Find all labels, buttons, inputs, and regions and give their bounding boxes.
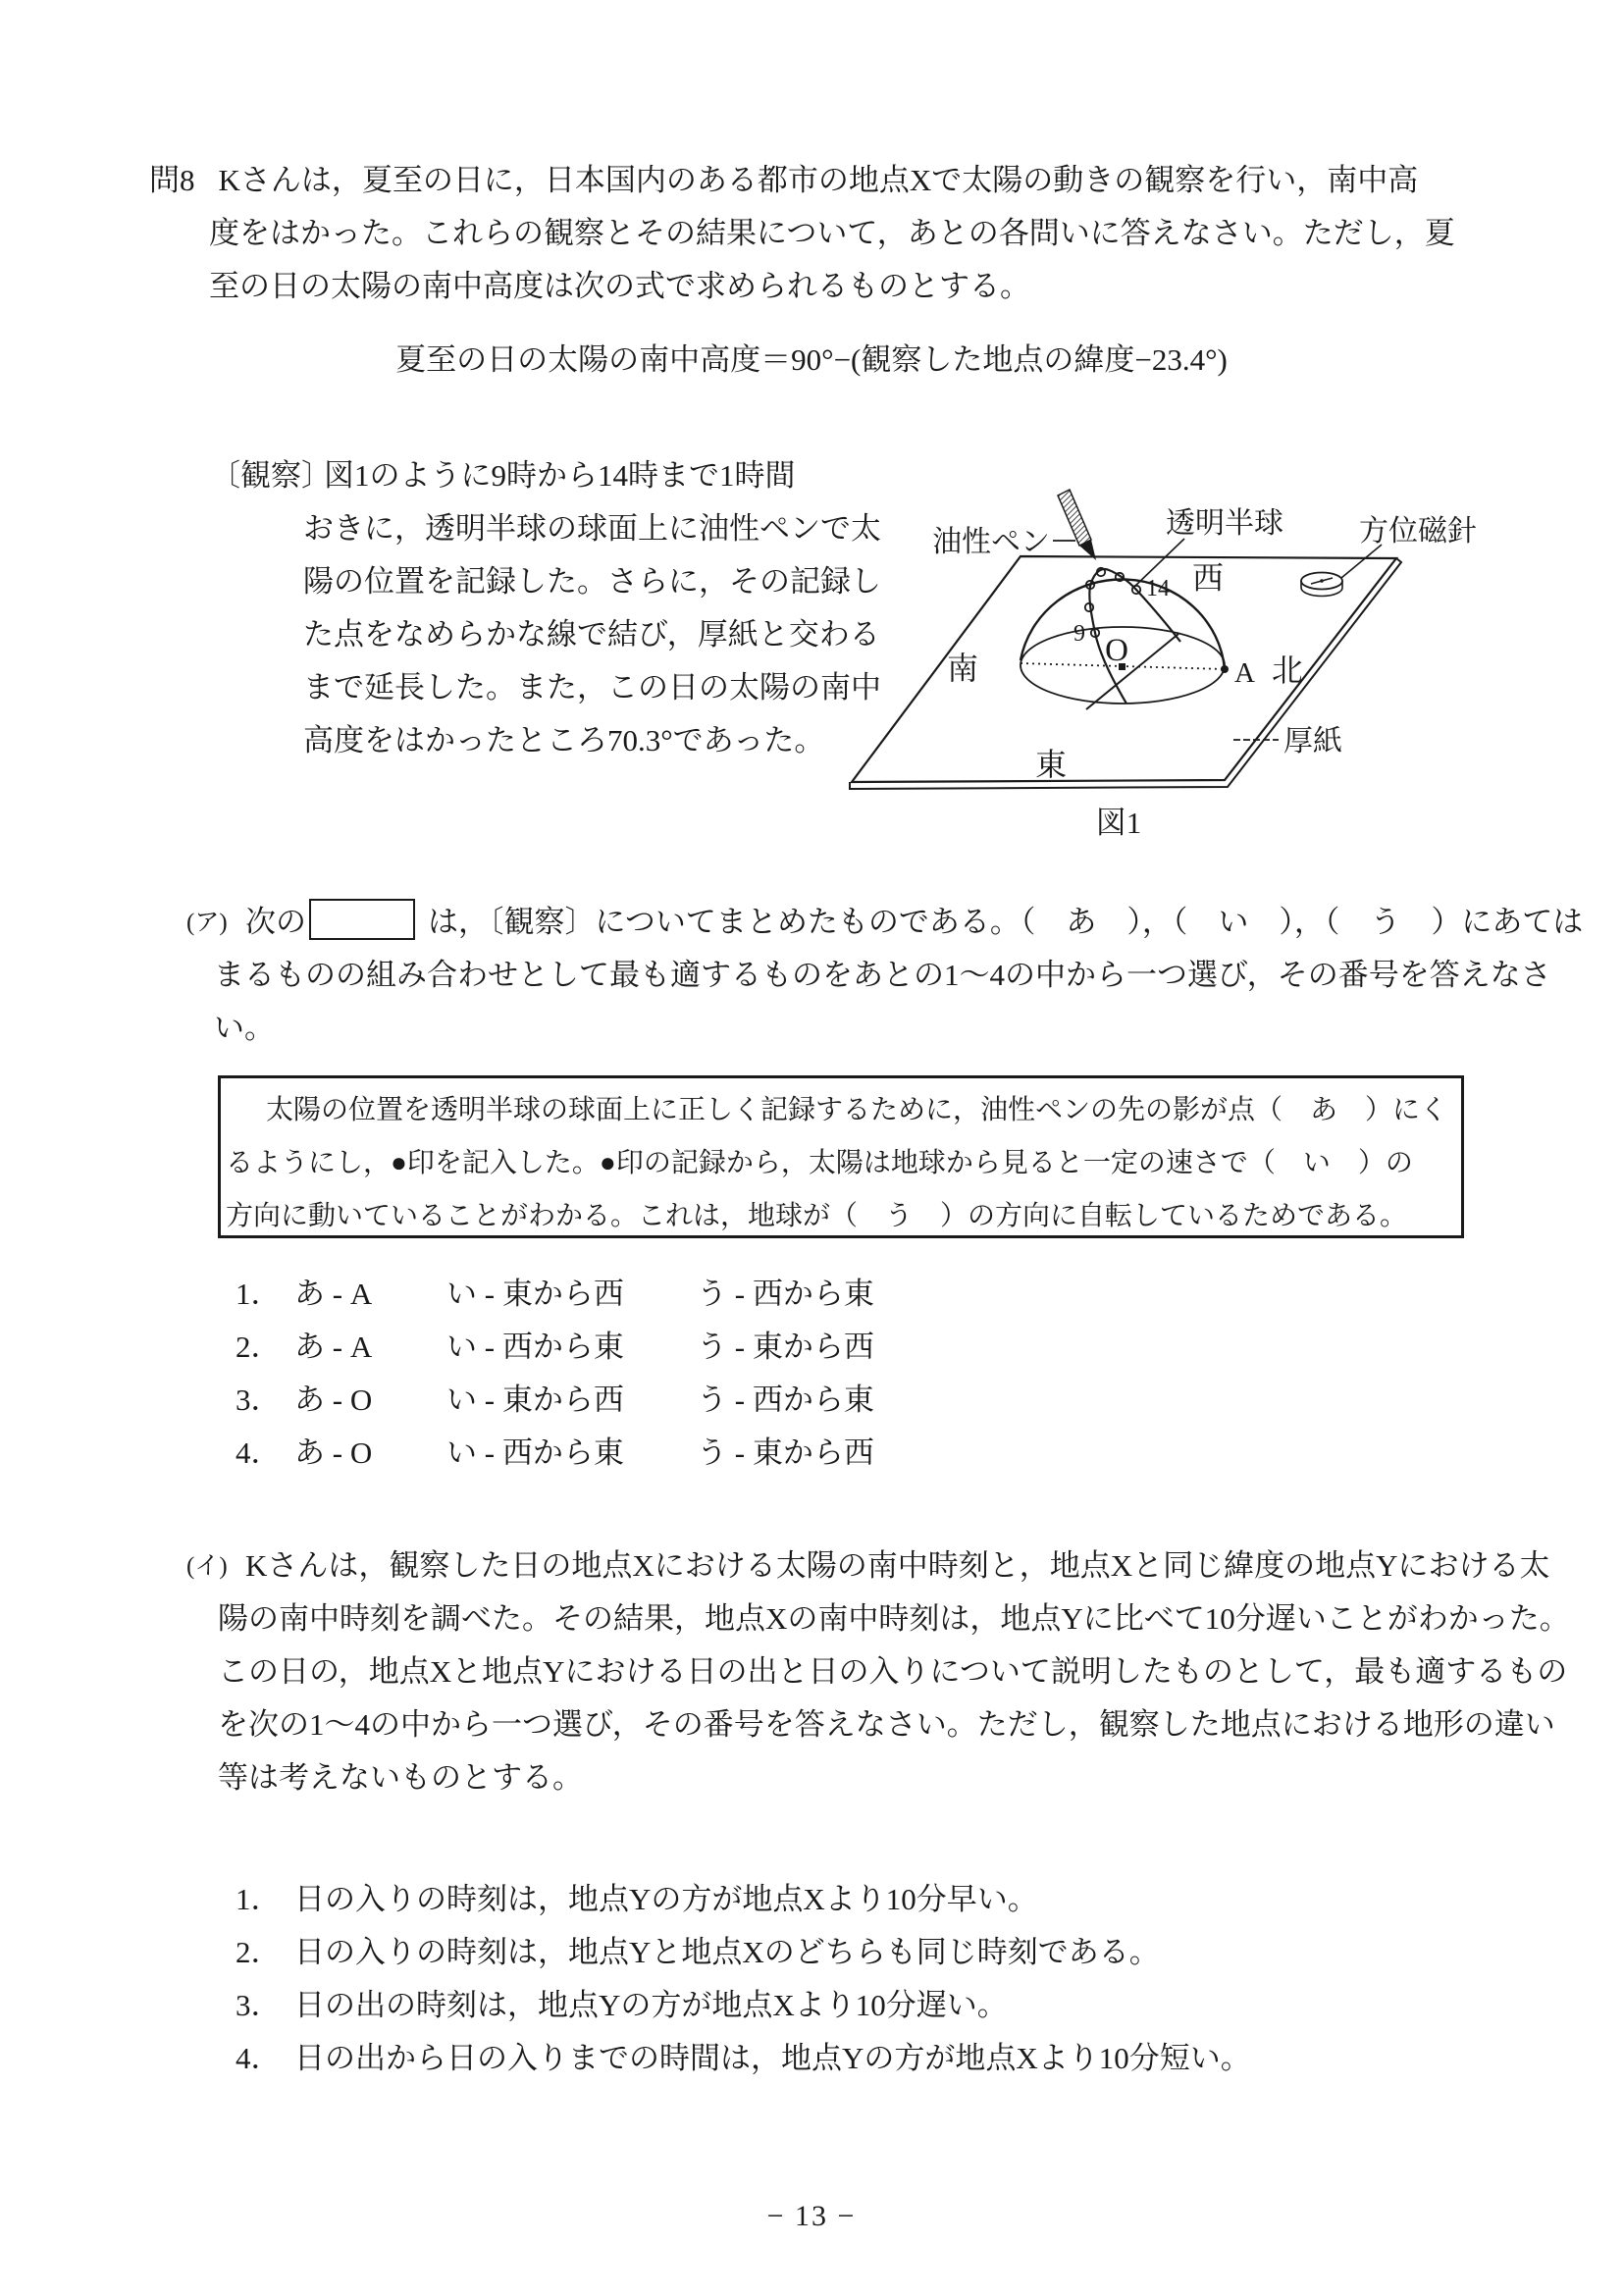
- observation-line: おきに，透明半球の球面上に油性ペンで太: [303, 511, 881, 546]
- choice-number: 4．: [236, 2041, 282, 2075]
- choice-number: 3．: [236, 1383, 282, 1417]
- part-a-prebox-text: 次の: [245, 905, 306, 939]
- figure1: [824, 442, 1555, 859]
- choice-text: 日の出から日の入りまでの時間は，地点Yの方が地点Xより10分短い。: [294, 2041, 1251, 2075]
- observation-line: 陽の位置を記録した。さらに，その記録し: [303, 564, 881, 599]
- choice-number: 4．: [236, 1435, 282, 1470]
- observation-label: 〔観察〕: [210, 458, 332, 493]
- question-heading-line2: 度をはかった。これらの観察とその結果について，あとの各問いに答えなさい。ただし，夏: [209, 216, 1455, 250]
- time-14-label: 14: [1146, 576, 1170, 601]
- choice-number: 2．: [236, 1330, 282, 1364]
- direction-east-label: 東: [1034, 747, 1068, 782]
- cardboard-label: 厚紙: [1283, 725, 1342, 757]
- part-a-line3: い。: [214, 1011, 275, 1045]
- observation-line: 高度をはかったところ70.3°であった。: [303, 723, 825, 757]
- observation-line: 図1のように9時から14時まで1時間: [324, 458, 796, 493]
- choice-u-value: う - 西から東: [697, 1277, 874, 1311]
- choice-u-value: う - 東から西: [697, 1435, 874, 1470]
- part-i-line: を次の1～4の中から一つ選び，その番号を答えなさい。ただし，観察した地点における地形の違い: [218, 1707, 1555, 1742]
- observation-line: まで延長した。また，この日の太陽の南中: [303, 670, 881, 704]
- choice-text: 日の入りの時刻は，地点Yの方が地点Xより10分早い。: [294, 1882, 1038, 1916]
- part-a-marker: (ア): [186, 910, 228, 936]
- culmination-formula: 夏至の日の太陽の南中高度＝90°−(観察した地点の緯度−23.4°): [395, 342, 1228, 377]
- compass-label: 方位磁針: [1359, 515, 1477, 548]
- choice-number: 3．: [236, 1988, 282, 2022]
- part-i-line: この日の，地点Xと地点Yにおける日の出と日の入りについて説明したものとして，最も適するもの: [218, 1654, 1568, 1689]
- pen-label: 油性ペン: [932, 526, 1050, 558]
- question-heading-line3: 至の日の太陽の南中高度は次の式で求められるものとする。: [209, 269, 1030, 303]
- part-i-line: 陽の南中時刻を調べた。その結果，地点Xの南中時刻は，地点Yに比べて10分遅いことがわかった。: [218, 1601, 1570, 1636]
- choice-a-value: あ - O: [294, 1383, 373, 1417]
- choice-number: 1．: [236, 1882, 282, 1916]
- compass-callout-line: [1341, 545, 1382, 578]
- choice-number: 2．: [236, 1935, 282, 1969]
- direction-west-label: 西: [1191, 560, 1225, 596]
- question-number: 問8: [149, 163, 195, 197]
- part-i-line: 等は考えないものとする。: [218, 1760, 583, 1795]
- direction-north-label: 北: [1271, 652, 1304, 688]
- time-9-label: 9: [1073, 621, 1085, 647]
- question-heading-text: Kさんは，夏至の日に，日本国内のある都市の地点Xで太陽の動きの観察を行い，南中高: [218, 163, 1419, 197]
- choice-i-value: い - 西から東: [446, 1435, 624, 1470]
- choice-text: 日の入りの時刻は，地点Yと地点Xのどちらも同じ時刻である。: [294, 1935, 1160, 1969]
- choice-a-value: あ - A: [294, 1277, 373, 1311]
- part-i-marker: (イ): [186, 1553, 228, 1580]
- choice-number: 1．: [236, 1277, 282, 1311]
- choice-a-value: あ - O: [294, 1435, 373, 1470]
- choice-i-value: い - 東から西: [446, 1277, 624, 1311]
- summary-line: るようにし，●印を記入した。●印の記録から，太陽は地球から見ると一定の速さで（ い ）の: [226, 1148, 1413, 1178]
- figure-caption: 図1: [1095, 806, 1142, 840]
- choice-i-value: い - 西から東: [446, 1330, 624, 1364]
- pen-icon: [1058, 490, 1091, 546]
- part-i-line: Kさんは，観察した日の地点Xにおける太陽の南中時刻と，地点Xと同じ緯度の地点Yにおける太: [245, 1548, 1550, 1583]
- summary-line: 太陽の位置を透明半球の球面上に正しく記録するために，油性ペンの先の影が点（ あ ）にく: [266, 1095, 1448, 1125]
- summary-line: 方向に動いていることがわかる。これは，地球が（ う ）の方向に自転しているためである。: [226, 1201, 1408, 1231]
- observation-summary-box: [218, 1075, 1464, 1238]
- east-west-line: [1086, 634, 1178, 709]
- origin-o-label: O: [1105, 633, 1128, 668]
- point-a-marker: [1221, 665, 1229, 673]
- question-heading-line1: [149, 162, 1418, 200]
- choice-u-value: う - 西から東: [697, 1383, 874, 1417]
- hemisphere-label: 透明半球: [1166, 507, 1283, 540]
- choice-a-value: あ - A: [294, 1330, 373, 1364]
- observation-line: た点をなめらかな線で結び，厚紙と交わる: [303, 617, 880, 652]
- choice-u-value: う - 東から西: [697, 1330, 874, 1364]
- page-number: − 13 −: [766, 2200, 857, 2232]
- part-a-postbox-text: は，〔観察〕についてまとめたものである。（ あ ），（ い ），（ う ）にあては: [428, 905, 1584, 939]
- answer-blank-box: [309, 899, 415, 940]
- point-a-label: A: [1234, 657, 1255, 689]
- choice-text: 日の出の時刻は，地点Yの方が地点Xより10分遅い。: [294, 1988, 1008, 2022]
- compass-icon: [1301, 573, 1342, 597]
- choice-i-value: い - 東から西: [446, 1383, 624, 1417]
- part-a-line2: まるものの組み合わせとして最も適するものをあとの1～4の中から一つ選び，その番号を答えなさ: [214, 958, 1551, 992]
- direction-south-label: 南: [946, 651, 979, 686]
